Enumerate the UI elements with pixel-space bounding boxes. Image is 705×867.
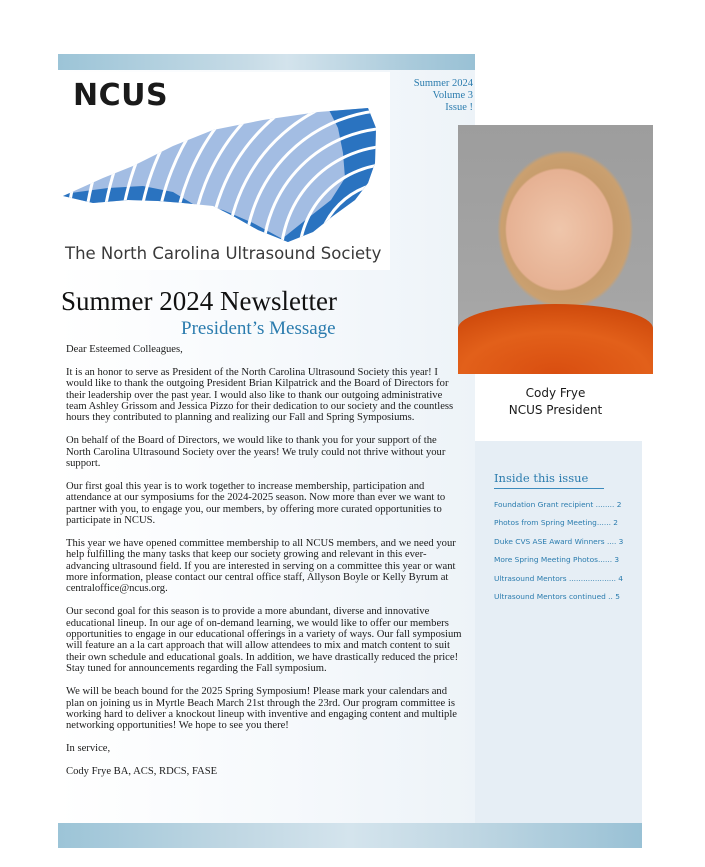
issue-info [414,78,473,114]
toc-item[interactable]: Photos from Spring Meeting...... 2 [494,518,618,528]
paragraph: We will be beach bound for the 2025 Spring Symposium! Please mark your calendars and plan on joining us in Myrtle Beach March 21st through the 23rd. Our program committee is working hard to deliver a knockout lineup with inventive and engaging content and multiple networking opportunities! We hope to see you there! [66,686,457,732]
table-of-contents [494,500,634,610]
toc-item[interactable]: More Spring Meeting Photos...... 3 [494,555,620,565]
president-role: NCUS President [508,403,603,417]
issue-volume: Volume 3 [432,90,473,101]
inside-this-issue-box [475,441,642,823]
logo-tagline: The North Carolina Ultrasound Society [65,244,382,263]
issue-season: Summer 2024 [413,78,473,89]
photo-sweater [458,304,653,374]
toc-item[interactable]: Ultrasound Mentors continued .. 5 [494,591,620,601]
toc-item[interactable]: Foundation Grant recipient ........ 2 [494,500,622,509]
presidents-message [66,344,464,789]
issue-number: Issue ! [445,102,473,113]
paragraph: This year we have opened committee membership to all NCUS members, and we need your help fulfilling the many tasks that keep our society growing and relevant in this ever-advancing ultrasound field. If you are interested in serving on a committee this year or want more information, please contact our central office staff, Allyson Boyle or Kelly Byrum at centraloffice@ncus.org. [66,537,456,595]
greeting: Dear Esteemed Colleagues, [66,344,183,355]
section-title: President’s Message [181,318,336,339]
top-decorative-bar [58,54,475,70]
logo-acronym: NCUS [73,78,169,113]
toc-item[interactable]: Duke CVS ASE Award Winners .... 3 [494,536,624,546]
toc-item[interactable]: Ultrasound Mentors .................... 4 [494,573,624,583]
paragraph: It is an honor to serve as President of the North Carolina Ultrasound Society this year! I would like to thank the outgoing President Brian Kilpatrick and the Board of Directors for their leadership over the past year. I would also like to thank our outgoing administrative team Ashley Grissom and Jessica Pizzo for their dedication to our society and the countless hours they contributed to planning and realizing our Fall and Spring Symposiums. [66,366,454,424]
president-name: Cody Frye [525,386,586,400]
newsletter-title: Summer 2024 Newsletter [61,286,337,316]
paragraph: Our second goal for this season is to provide a more abundant, diverse and innovative educational lineup. In our age of on-demand learning, we would like to offer our members opportunities to engage in our educational offerings in a variety of ways. Our fall symposium will feature an a la cart approach that will allow attendees to mix and match content to suit their own schedule and educational goals. In addition, we have drastically reduced the price! Stay tuned for announcements regarding the Fall symposium. [66,606,462,675]
bottom-decorative-bar [58,823,642,848]
signature: Cody Frye BA, ACS, RDCS, FASE [66,765,218,777]
president-photo [458,125,653,374]
paragraph: Our first goal this year is to work together to increase membership, participation and attendance at our symposiums for the 2024-2025 season. Now more than ever we want to partner with you, to engage you, our members, by offering more curated opportunities to participate in NCUS. [66,480,446,527]
photo-caption [458,385,653,419]
north-carolina-map-icon [63,108,390,242]
paragraph: On behalf of the Board of Directors, we would like to thank you for your support of the North Carolina Ultrasound Society over the years! We truly could not thrive without your support. [66,435,446,470]
sidebar-title: Inside this issue [494,471,604,489]
ncus-logo [63,72,390,270]
closing: In service, [66,743,111,755]
